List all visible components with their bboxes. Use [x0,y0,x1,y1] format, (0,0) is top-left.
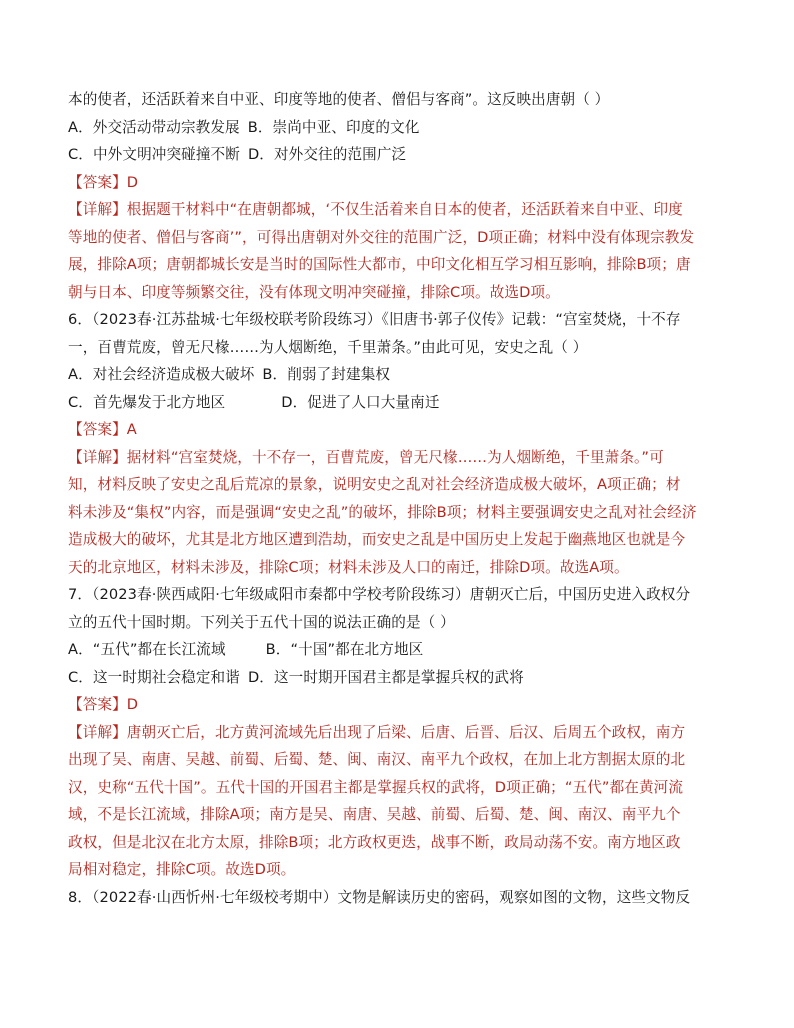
q7-answer-label: 【答案】 [68,696,127,713]
q6-analysis-label: 【详解】 [68,448,127,466]
q6-options-row-1 [68,361,728,389]
q6-analysis-line-1: 【详解】据材料“宫室焚烧，十不存一，百曹荒废，曾无尺椽……为人烟断绝，千里萧条。”可 [68,448,664,466]
document-page [68,86,728,911]
q5-option-c: C．中外文明冲突碰撞不断 [68,146,240,163]
q6-analysis-line-4: 造成极大的破坏，尤其是北方地区遭到浩劫，而安史之乱是中国历史上发起于幽燕地区也就是今 [68,531,686,548]
q5-option-a: A．外交活动带动宗教发展 [68,118,240,136]
q5-answer [68,169,728,197]
q5-analysis-line-2: 等地的使者、僧侣与客商’”，可得出唐朝对外交往的范围广泛，D项正确；材料中没有体现宗教发 [68,228,695,246]
q7-analysis-line-1: 【详解】唐朝灭亡后，北方黄河流域先后出现了后梁、后唐、后晋、后汉、后周五个政权，南方 [68,723,686,741]
q6-option-b: B．削弱了封建集权 [262,366,391,383]
q7-analysis-line-2: 出现了吴、南唐、吴越、前蜀、后蜀、楚、闽、南汉、南平九个政权，在加上北方割据太原的北 [68,751,686,768]
q7-option-a: A．“五代”都在长江流域 [68,641,226,658]
q5-option-b: B．崇尚中亚、印度的文化 [247,118,420,136]
q6-stem-line-2: 一，百曹荒废，曾无尺椽……为人烟断绝，千里萧条。”由此可见，安史之乱（ ） [68,338,588,356]
q7-option-b: B．“十国”都在北方地区 [265,641,424,658]
q7-answer-value: D [126,696,139,713]
q5-options-row-1 [68,114,728,142]
q6-answer-label: 【答案】 [68,421,127,438]
q5-answer-value: D [126,173,139,191]
q5-option-d: D．对外交往的范围广泛 [247,146,407,163]
q6-analysis-line-5: 天的北京地区，材料未涉及，排除C项；材料未涉及人口的南迁，排除D项。故选A项。 [68,558,629,576]
q6-options-row-2 [68,389,728,417]
q7-options-row-1 [68,636,728,664]
q6-answer [68,416,728,444]
q6-answer-value: A [126,421,137,438]
q7-analysis-line-5: 政权，但是北汉在北方太原，排除B项；北方政权更迭，战事不断，政局动荡不安。南方地区政 [68,833,681,851]
q6-option-a: A．对社会经济造成极大破坏 [68,366,255,383]
q5-analysis-label: 【详解】 [68,201,127,218]
q7-answer [68,691,728,719]
q5-stem-tail: 本的使者，还活跃着来自中亚、印度等地的使者、僧侣与客商”。这反映出唐朝（ ） [68,91,610,108]
q6-option-c: C．首先爆发于北方地区 [68,393,226,411]
q7-stem-line-2: 立的五代十国时期。下列关于五代十国的说法正确的是（ ） [68,613,455,631]
q7-analysis-label: 【详解】 [68,723,127,741]
q7-analysis-line-4: 域，不是长江流域，排除A项；南方是吴、南唐、吴越、前蜀、后蜀、楚、闽、南汉、南平九个 [68,806,681,823]
q6-analysis-line-2: 知，材料反映了安史之乱后荒凉的景象，说明安史之乱对社会经济造成极大破坏，A项正确；材 [68,476,681,493]
q7-options-row-2 [68,664,728,692]
q8-stem-line-1: 8．（2022春·山西忻州·七年级校考期中）文物是解读历史的密码，观察如图的文物，这些文物反 [68,888,691,906]
q7-option-d: D．这一时期开国君主都是掌握兵权的武将 [247,668,524,686]
q6-analysis-line-3: 料未涉及“集权”内容，而是强调“安史之乱”的破坏，排除B项；材料主要强调安史之乱对社会经济 [68,503,697,521]
q7-option-c: C．这一时期社会稳定和谐 [68,668,240,686]
q5-analysis-line-3: 展，排除A项；唐朝都城长安是当时的国际性大都市，中印文化相互学习相互影响，排除B项；唐 [68,256,691,273]
q7-analysis-line-3: 汉，史称“五代十国”。五代十国的开国君主都是掌握兵权的武将，D项正确；“五代”都在黄河流 [68,778,684,796]
q5-answer-label: 【答案】 [68,173,127,191]
q5-analysis-line-1: 【详解】根据题干材料中“在唐朝都城，‘不仅生活着来自日本的使者，还活跃着来自中亚、印度 [68,201,683,218]
q7-stem-line-1: 7．（2023春·陕西咸阳·七年级咸阳市秦都中学校考阶段练习）唐朝灭亡后，中国历史进入政权分 [68,586,691,603]
q6-option-d: D．促进了人口大量南迁 [281,393,440,411]
q6-stem-line-1: 6．（2023春·江苏盐城·七年级校联考阶段练习）《旧唐书·郭子仪传》记载：“宫室焚烧，十不存 [68,311,681,328]
q7-analysis-line-6: 局相对稳定，排除C项。故选D项。 [68,861,296,878]
q5-analysis-line-4: 朝与日本、印度等频繁交往，没有体现文明冲突碰撞，排除C项。故选D项。 [68,283,560,301]
q5-options-row-2 [68,141,728,169]
